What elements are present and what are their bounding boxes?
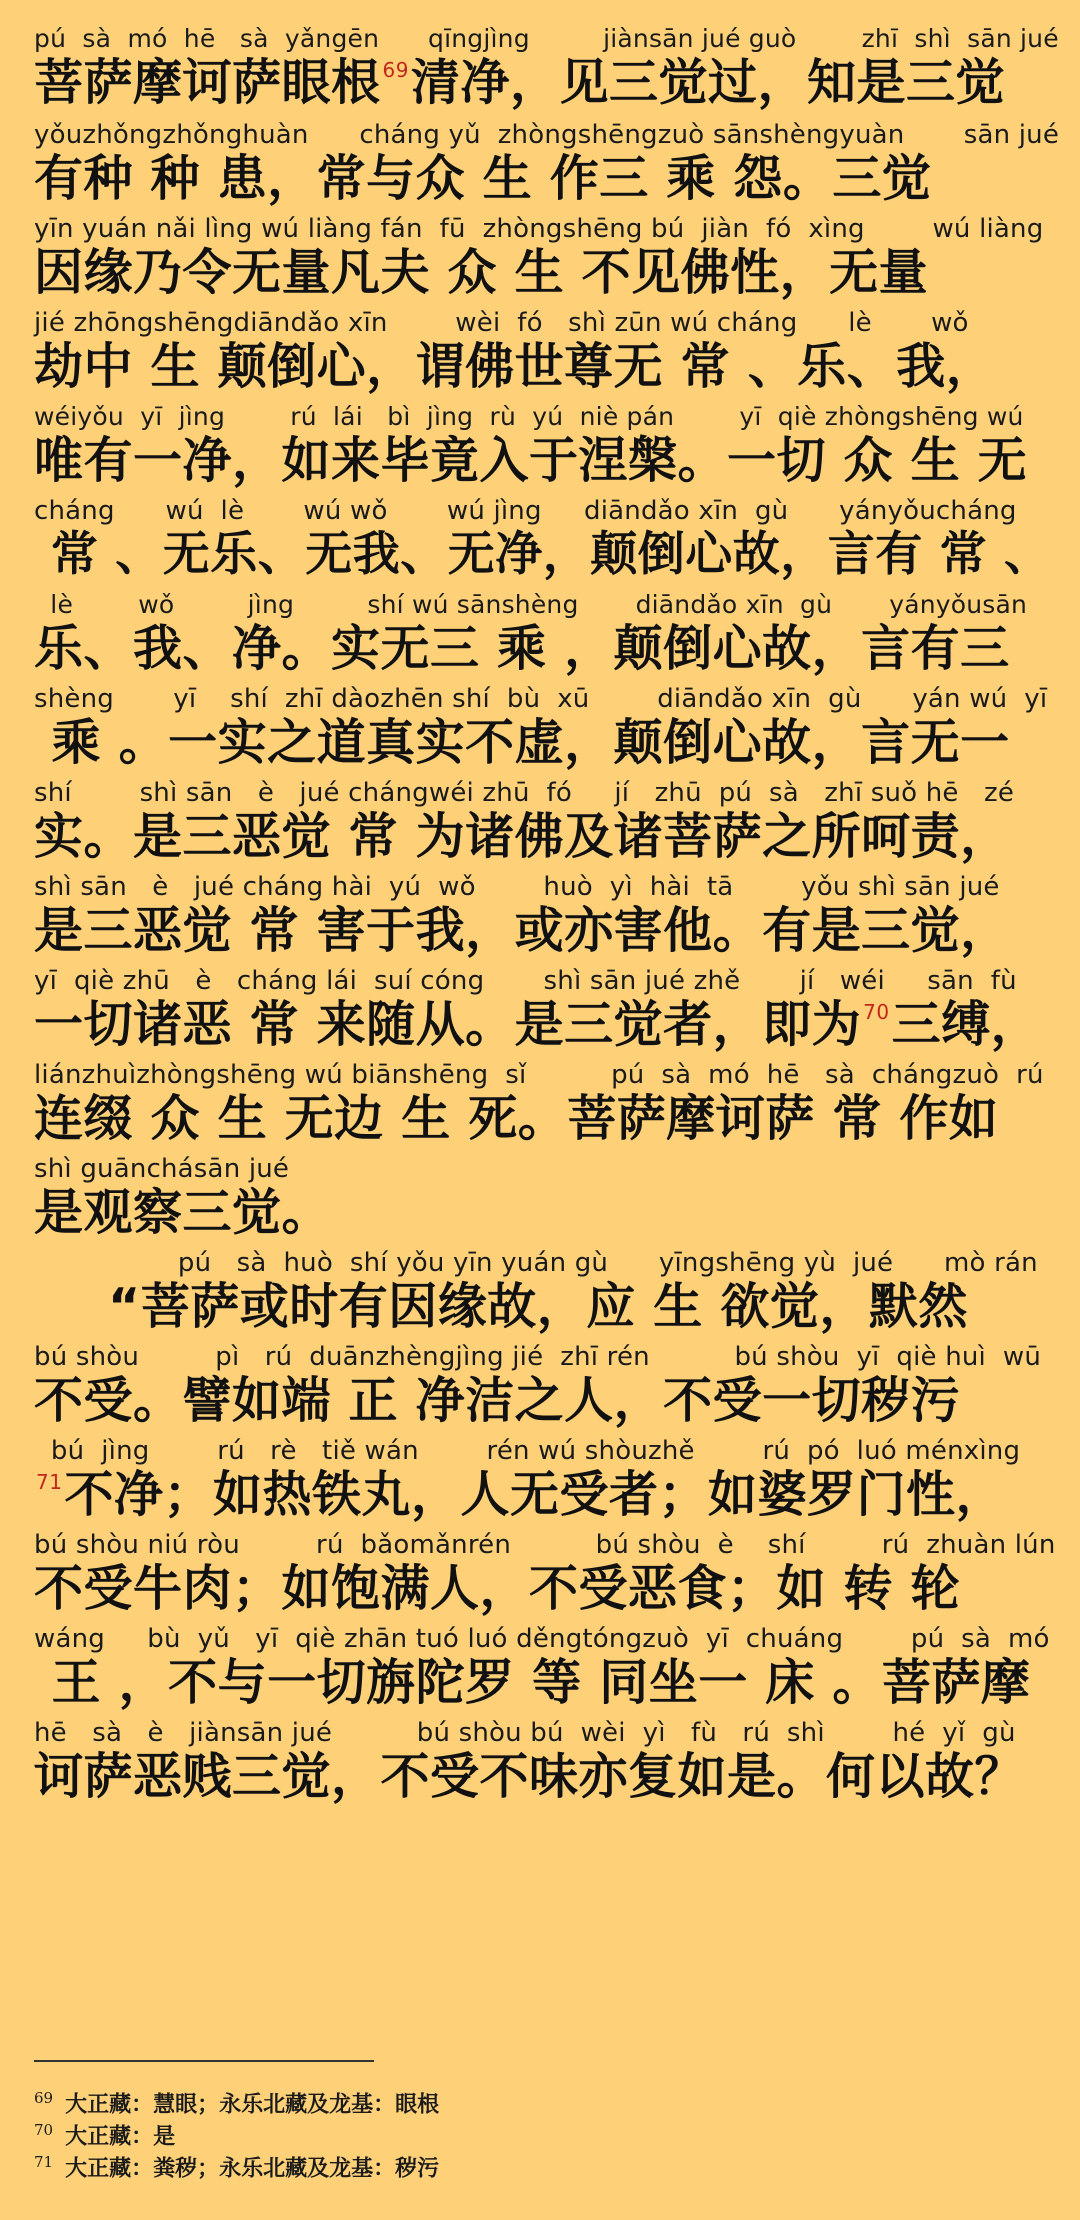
hanzi-text: 不净；如热铁丸，人无受者；如婆罗门性， (64, 1466, 1005, 1523)
footnote-ref: 70 (863, 1000, 890, 1024)
footnote-number: 71 (34, 2153, 54, 2171)
pinyin-line: hē sà è jiànsān jué bú shòu bú wèi yì fù rú shì hé yǐ gù (34, 1718, 1016, 1748)
hanzi-line (34, 430, 1027, 492)
hanzi-line (34, 806, 1010, 868)
pinyin-line: wáng bù yǔ yī qiè zhān tuó luó děngtóngzuò yī chuáng pú sà mó (34, 1624, 1050, 1654)
hanzi-line (34, 1558, 960, 1620)
hanzi-line (34, 1652, 1030, 1714)
text-line (0, 22, 1080, 122)
hanzi-line (34, 336, 995, 398)
hanzi-line (34, 524, 1051, 586)
text-line (0, 494, 1080, 594)
text-line (0, 400, 1080, 500)
hanzi-line (34, 1182, 331, 1244)
hanzi-line (34, 1464, 1005, 1535)
hanzi-text: 是观察三觉。 (34, 1184, 332, 1241)
pinyin-line: bú jìng rú rè tiě wán rén wú shòuzhě rú pó luó ménxìng (34, 1436, 1021, 1466)
hanzi-text: 是三恶觉 常 害于我，或亦害他。有是三觉， (34, 902, 1010, 959)
pinyin-line: liánzhuìzhòngshēng wú biānshēng sǐ pú sà mó hē sà chángzuò rú (34, 1060, 1044, 1090)
hanzi-line (34, 1370, 960, 1432)
hanzi-line (34, 1746, 1024, 1808)
text-line (0, 1152, 1080, 1252)
hanzi-line (34, 52, 1005, 123)
pinyin-line: yī qiè zhū è cháng lái suí cóng shì sān jué zhě jí wéi sān fù (34, 966, 1017, 996)
pinyin-line: shì sān è jué cháng hài yú wǒ huò yì hài tā yǒu shì sān jué (34, 872, 1000, 902)
hanzi-text: 乘 。一实之道真实不虚，颠倒心故，言无一 (34, 714, 1010, 771)
text-line (0, 776, 1080, 876)
footnote (34, 2116, 175, 2151)
text-line (0, 118, 1080, 218)
hanzi-text: 因缘乃令无量凡夫 众 生 不见佛性，无量 (34, 244, 929, 301)
footnote-text: 大正藏：粪秽；永乐北藏及龙基：秽污 (65, 2155, 440, 2182)
pinyin-line: bú shòu pì rú duānzhèngjìng jié zhī rén bú shòu yī qiè huì wū (34, 1342, 1042, 1372)
hanzi-text: 不受牛肉；如饱满人，不受恶食；如 转 轮 (34, 1560, 961, 1617)
footnote-number: 69 (34, 2089, 54, 2107)
pinyin-line: shí shì sān è jué chángwéi zhū fó jí zhū pú sà zhī suǒ hē zé (34, 778, 1015, 808)
text-line (0, 682, 1080, 782)
hanzi-text: “菩萨或时有因缘故，应 生 欲觉，默然 (108, 1278, 968, 1335)
hanzi-text: 连缀 众 生 无边 生 死。菩萨摩诃萨 常 作如 (34, 1090, 999, 1147)
pinyin-line: yīn yuán nǎi lìng wú liàng fán fū zhòngshēng bú jiàn fó xìng wú liàng (34, 214, 1044, 244)
text-line (0, 306, 1080, 406)
hanzi-text: 乐、我、净。实无三 乘 ，颠倒心故，言有三 (34, 620, 1010, 677)
text-line (0, 588, 1080, 688)
text-line (0, 1434, 1080, 1534)
text-line (0, 1058, 1080, 1158)
hanzi-text: 诃萨恶贱三觉，不受不味亦复如是。何以故？ (34, 1748, 1025, 1805)
hanzi-text: 王 ，不与一切旃陀罗 等 同坐一 床 。菩萨摩 (34, 1654, 1031, 1711)
pinyin-line: pú sà mó hē sà yǎngēn qīngjìng jiànsān jué guò zhī shì sān jué (34, 24, 1059, 53)
hanzi-text: 清净，见三觉过，知是三觉 (410, 54, 1005, 111)
pinyin-line: pú sà huò shí yǒu yīn yuán gù yīngshēng yù jué mò rán (34, 1248, 1038, 1278)
hanzi-line (34, 994, 1040, 1065)
text-line (0, 1246, 1080, 1346)
text-line (0, 1340, 1080, 1440)
pinyin-line: shèng yī shí zhī dàozhēn shí bù xū diāndǎo xīn gù yán wú yī (34, 684, 1048, 714)
hanzi-line (108, 1276, 968, 1338)
pinyin-line: jié zhōngshēngdiāndǎo xīn wèi fó shì zūn wú cháng lè wǒ (34, 308, 969, 338)
hanzi-line (34, 900, 1010, 962)
footnote-number: 70 (34, 2121, 54, 2139)
text-line (0, 1622, 1080, 1722)
hanzi-text: 劫中 生 颠倒心，谓佛世尊无 常 、乐、我， (34, 338, 996, 395)
hanzi-text: 唯有一净，如来毕竟入于涅槃。一切 众 生 无 (34, 432, 1028, 489)
footnote-text: 大正藏：是 (65, 2123, 176, 2150)
pinyin-line: bú shòu niú ròu rú bǎomǎnrén bú shòu è shí rú zhuàn lún (34, 1530, 1056, 1560)
hanzi-line (34, 148, 931, 210)
text-line (0, 212, 1080, 312)
footnote (34, 2148, 439, 2183)
hanzi-text: 有种 种 患，常与众 生 作三 乘 怨。三觉 (34, 150, 932, 207)
footnote-ref: 71 (36, 1470, 63, 1494)
hanzi-text: 菩萨摩诃萨眼根 (34, 54, 381, 111)
footnote-text: 大正藏：慧眼；永乐北藏及龙基：眼根 (65, 2091, 440, 2118)
footnote-ref: 69 (382, 58, 409, 82)
hanzi-line (34, 712, 1010, 774)
hanzi-text: 常 、无乐、无我、无净，颠倒心故，言有 常 、 (34, 527, 1052, 582)
hanzi-text: 一切诸恶 常 来随从。是三觉者，即为 (34, 996, 862, 1053)
text-line (0, 964, 1080, 1064)
hanzi-line (34, 242, 928, 304)
pinyin-line: cháng wú lè wú wǒ wú jìng diāndǎo xīn gù yányǒucháng (34, 496, 1017, 526)
text-line (0, 870, 1080, 970)
pinyin-line: shì guānchásān jué (34, 1154, 290, 1184)
pinyin-line: wéiyǒu yī jìng rú lái bì jìng rù yú niè pán yī qiè zhòngshēng wú (34, 402, 1024, 431)
footnote (34, 2084, 439, 2119)
hanzi-text: 三缚， (891, 996, 1041, 1053)
hanzi-line (34, 1088, 998, 1150)
hanzi-text: 不受。譬如端 正 净洁之人，不受一切秽污 (34, 1372, 961, 1429)
footnote-divider (34, 2060, 374, 2062)
hanzi-line (34, 618, 1010, 680)
pinyin-line: lè wǒ jìng shí wú sānshèng diāndǎo xīn gù yányǒusān (34, 590, 1028, 619)
hanzi-text: 实。是三恶觉 常 为诸佛及诸菩萨之所呵责， (34, 808, 1010, 865)
pinyin-line: yǒuzhǒngzhǒnghuàn cháng yǔ zhòngshēngzuò sānshèngyuàn sān jué (34, 120, 1060, 150)
text-line (0, 1716, 1080, 1816)
text-line (0, 1528, 1080, 1628)
